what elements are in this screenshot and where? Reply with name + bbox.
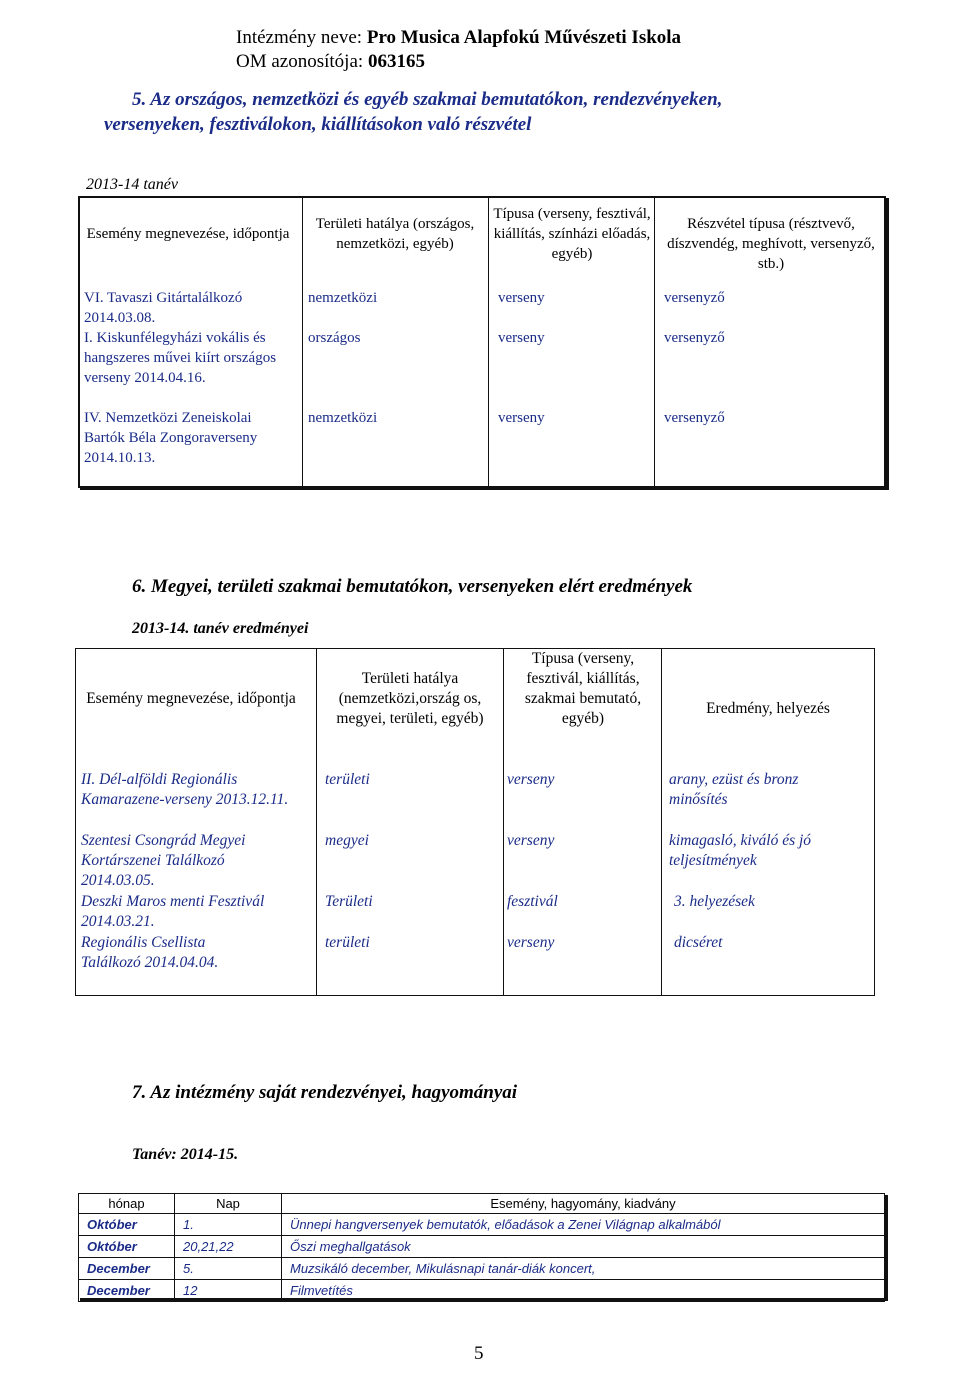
table-cell: 5. bbox=[175, 1258, 282, 1280]
table-cell: 3. helyezések bbox=[674, 893, 755, 910]
column-header: hónap bbox=[79, 1194, 175, 1214]
table-cell: területi bbox=[325, 771, 370, 788]
table-cell: verseny bbox=[498, 330, 545, 346]
table-cell: verseny bbox=[507, 832, 555, 849]
table-cell: Muzsikáló december, Mikulásnapi tanár-diák koncert, bbox=[282, 1258, 885, 1280]
table-cell: Október bbox=[79, 1236, 175, 1258]
column-header: Esemény megnevezése, időpontja bbox=[86, 690, 296, 707]
table-cell: II. Dél-alföldi Regionális Kamarazene-verseny 2013.12.11. bbox=[81, 771, 289, 808]
institution-label: Intézmény neve: bbox=[236, 27, 367, 48]
table-cell: Őszi meghallgatások bbox=[282, 1236, 885, 1258]
table-cell: Filmvetítés bbox=[282, 1280, 885, 1302]
table-cell: verseny bbox=[507, 934, 555, 951]
table-cell: nemzetközi bbox=[308, 410, 378, 426]
institution-name-line bbox=[236, 26, 681, 50]
table-cell: 1. bbox=[175, 1214, 282, 1236]
table-cell: December bbox=[79, 1258, 175, 1280]
table-cell: dicséret bbox=[674, 934, 723, 951]
section5-title-line2: versenyeken, fesztiválokon, kiállításokon való részvétel bbox=[104, 114, 532, 135]
table-cell: I. Kiskunfélegyházi vokális és hangszeres művei kiírt országos verseny 2014.04.16. bbox=[84, 330, 277, 386]
table-cell: nemzetközi bbox=[308, 290, 378, 306]
table-cell: fesztivál bbox=[507, 893, 558, 910]
table-row bbox=[79, 1258, 885, 1280]
section7-year: Tanév: 2014-15. bbox=[132, 1146, 239, 1163]
table-cell: 12 bbox=[175, 1280, 282, 1302]
column-divider bbox=[488, 198, 489, 486]
table-cell: Október bbox=[79, 1214, 175, 1236]
column-header: Eredmény, helyezés bbox=[706, 700, 830, 717]
section6-year: 2013-14. tanév eredményei bbox=[132, 620, 309, 637]
section5-title-line1: 5. Az országos, nemzetközi és egyéb szakmai bemutatókon, rendezvényeken, bbox=[132, 89, 723, 110]
table-cell: Deszki Maros menti Fesztivál 2014.03.21. bbox=[81, 893, 265, 930]
table-cell: versenyző bbox=[664, 330, 725, 346]
column-header: Részvétel típusa (résztvevő, díszvendég, meghívott, versenyző, stb.) bbox=[667, 216, 875, 272]
column-header: Területi hatálya (országos, nemzetközi, egyéb) bbox=[315, 216, 475, 252]
participation-table bbox=[78, 196, 886, 488]
table-cell: verseny bbox=[507, 771, 555, 788]
table-header-row bbox=[79, 1194, 885, 1214]
column-header: Esemény, hagyomány, kiadvány bbox=[282, 1194, 885, 1214]
table-cell: megyei bbox=[325, 832, 369, 849]
table-cell: December bbox=[79, 1280, 175, 1302]
table-cell: országos bbox=[308, 330, 361, 346]
table-cell: 20,21,22 bbox=[175, 1236, 282, 1258]
section5-year: 2013-14 tanév bbox=[86, 176, 178, 193]
page-number: 5 bbox=[474, 1343, 484, 1364]
table-cell: verseny bbox=[498, 410, 545, 426]
events-table bbox=[78, 1193, 885, 1302]
column-header: Esemény megnevezése, időpontja bbox=[86, 226, 290, 242]
table-cell: Ünnepi hangversenyek bemutatók, előadások a Zenei Világnap alkalmából bbox=[282, 1214, 885, 1236]
results-table bbox=[75, 648, 875, 996]
table-cell: Regionális Csellista Találkozó 2014.04.04. bbox=[81, 934, 219, 971]
table-cell: versenyző bbox=[664, 290, 725, 306]
table-cell: Területi bbox=[325, 893, 373, 910]
table-cell: Szentesi Csongrád Megyei Kortárszenei Találkozó 2014.03.05. bbox=[81, 832, 246, 889]
table-cell: arany, ezüst és bronz minősítés bbox=[669, 771, 799, 808]
table-cell: kimagasló, kiváló és jó teljesítmények bbox=[669, 832, 812, 869]
table-cell: versenyző bbox=[664, 410, 725, 426]
column-header: Típusa (verseny, fesztivál, kiállítás, szakmai bemutató, egyéb) bbox=[524, 650, 642, 727]
table-shadow bbox=[886, 198, 889, 490]
table-cell: területi bbox=[325, 934, 370, 951]
table-cell: verseny bbox=[498, 290, 545, 306]
table-shadow bbox=[885, 1195, 888, 1301]
section6-title: 6. Megyei, területi szakmai bemutatókon, versenyeken elért eredmények bbox=[132, 576, 693, 597]
table-cell: IV. Nemzetközi Zeneiskolai Bartók Béla Zongoraverseny 2014.10.13. bbox=[84, 410, 258, 466]
om-value: 063165 bbox=[367, 51, 425, 72]
column-divider bbox=[661, 649, 662, 995]
column-header: Nap bbox=[175, 1194, 282, 1214]
section7-title: 7. Az intézmény saját rendezvényei, hagyományai bbox=[132, 1082, 518, 1103]
column-divider bbox=[316, 649, 317, 995]
column-divider bbox=[654, 198, 655, 486]
institution-name: Pro Musica Alapfokú Művészeti Iskola bbox=[366, 27, 682, 48]
table-row bbox=[79, 1214, 885, 1236]
table-cell: VI. Tavaszi Gitártalálkozó 2014.03.08. bbox=[84, 290, 243, 326]
column-divider bbox=[503, 649, 504, 995]
om-label: OM azonosítója: bbox=[236, 51, 368, 72]
column-divider bbox=[302, 198, 303, 486]
table-row bbox=[79, 1280, 885, 1302]
table-row bbox=[79, 1236, 885, 1258]
column-header: Típusa (verseny, fesztivál, kiállítás, színházi előadás, egyéb) bbox=[493, 206, 651, 262]
column-header: Területi hatálya (nemzetközi,ország os, megyei, területi, egyéb) bbox=[336, 670, 484, 727]
om-line bbox=[236, 50, 425, 74]
